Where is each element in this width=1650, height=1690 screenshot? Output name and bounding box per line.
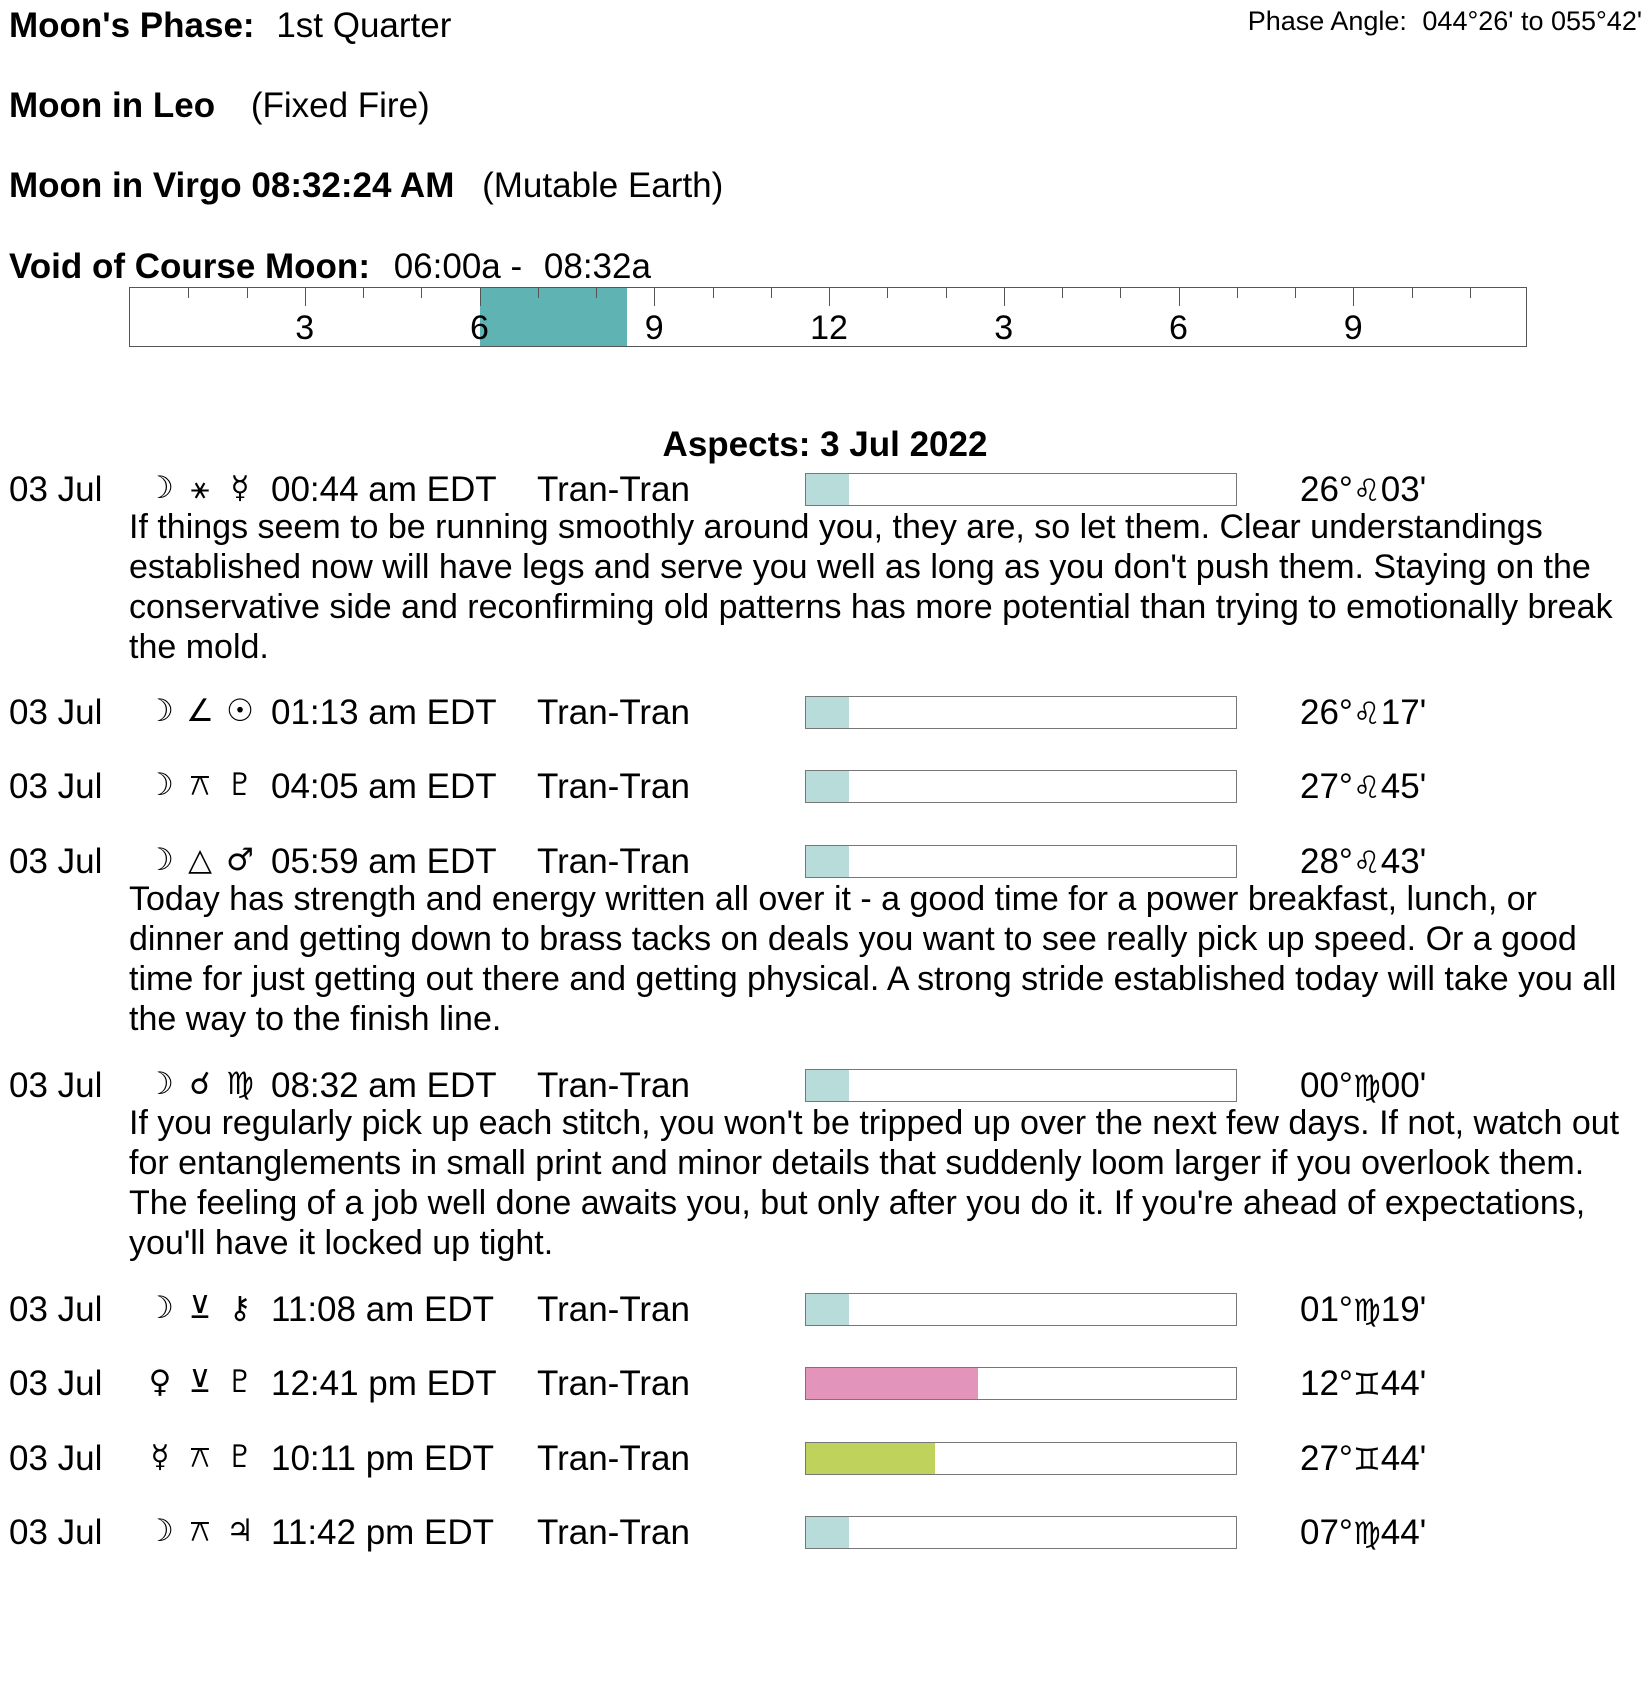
aspect-row xyxy=(0,1513,1650,1557)
planet-1-icon: ☽ xyxy=(146,1513,174,1549)
timeline-tick xyxy=(247,288,248,298)
moon-sign-quality: (Fixed Fire) xyxy=(250,86,430,125)
position-degree: 26° xyxy=(1300,470,1353,509)
timeline-tick xyxy=(1412,288,1413,298)
aspect-interpretation: If things seem to be running smoothly around you, they are, so let them. Clear understandings established now will have legs and serve you well as long as you don't push them. Staying on the conservative side and reconfirming old patterns has more potential than trying to emotionally break the mold. xyxy=(129,508,1613,666)
timeline-tick xyxy=(713,288,714,298)
aspect-time: 00:44 am EDT xyxy=(271,470,497,509)
aspect-time: 11:42 pm EDT xyxy=(271,1513,495,1552)
position-degree: 28° xyxy=(1300,842,1353,881)
aspect-strength-bar xyxy=(805,1516,1237,1549)
planet-2-icon: ☉ xyxy=(226,693,254,729)
aspect-time: 08:32 am EDT xyxy=(271,1066,497,1105)
timeline-tick xyxy=(421,288,422,298)
moon-sign-label: Moon in Leo xyxy=(9,86,216,125)
position-degree: 26° xyxy=(1300,693,1353,732)
aspect-time: 01:13 am EDT xyxy=(271,693,497,732)
planet-2-icon: ♃ xyxy=(226,1513,254,1549)
position-minute: 44' xyxy=(1380,1439,1427,1478)
planet-1-icon: ☽ xyxy=(146,470,174,506)
timeline-hour-label: 9 xyxy=(644,309,664,347)
aspect-type: Tran-Tran xyxy=(537,1439,690,1478)
timeline-tick xyxy=(887,288,888,298)
aspect-type: Tran-Tran xyxy=(537,842,690,881)
planet-2-icon: ♍ xyxy=(226,1066,254,1102)
aspect-position xyxy=(1300,1290,1426,1330)
aspect-strength-fill xyxy=(806,474,849,505)
aspect-time: 05:59 am EDT xyxy=(271,842,497,881)
aspect-date: 03 Jul xyxy=(9,1066,103,1105)
zodiac-sign-icon: ♍ xyxy=(1352,1293,1381,1329)
moon-sign-line xyxy=(9,86,430,126)
aspect-type: Tran-Tran xyxy=(537,470,690,509)
position-degree: 12° xyxy=(1300,1364,1353,1403)
aspect-date: 03 Jul xyxy=(9,842,103,881)
zodiac-sign-icon: ♊ xyxy=(1352,1442,1381,1478)
aspect-type: Tran-Tran xyxy=(537,1513,690,1552)
phase-angle-label: Phase Angle: xyxy=(1247,6,1407,36)
aspect-glyphs xyxy=(140,693,260,729)
aspect-position xyxy=(1300,1066,1426,1106)
timeline-tick xyxy=(946,288,947,298)
timeline-tick xyxy=(1470,288,1471,298)
aspect-type: Tran-Tran xyxy=(537,1364,690,1403)
timeline-tick xyxy=(188,288,189,298)
aspect-type: Tran-Tran xyxy=(537,767,690,806)
aspect-row xyxy=(0,1439,1650,1483)
position-minute: 44' xyxy=(1380,1513,1427,1552)
aspect-date: 03 Jul xyxy=(9,693,103,732)
aspect-strength-fill xyxy=(806,1368,978,1399)
aspect-time: 04:05 am EDT xyxy=(271,767,497,806)
aspect-row xyxy=(0,1364,1650,1408)
aspects-title: Aspects: 3 Jul 2022 xyxy=(662,425,988,464)
planet-2-icon: ☿ xyxy=(230,470,250,506)
planet-1-icon: ☽ xyxy=(146,842,174,878)
aspect-date: 03 Jul xyxy=(9,1290,103,1329)
aspect-glyphs xyxy=(140,842,260,878)
aspect-glyphs xyxy=(140,1290,260,1326)
planet-1-icon: ☽ xyxy=(146,693,174,729)
position-degree: 01° xyxy=(1300,1290,1353,1329)
aspect-strength-bar xyxy=(805,1293,1237,1326)
timeline-tick xyxy=(305,288,306,306)
position-degree: 00° xyxy=(1300,1066,1353,1105)
aspect-type: Tran-Tran xyxy=(537,1066,690,1105)
position-degree: 27° xyxy=(1300,767,1353,806)
aspect-strength-fill xyxy=(806,1294,849,1325)
aspect-position xyxy=(1300,1364,1426,1404)
zodiac-sign-icon: ♌ xyxy=(1352,770,1381,806)
zodiac-sign-icon: ♌ xyxy=(1352,696,1381,732)
aspect-position xyxy=(1300,693,1426,733)
aspect-glyphs xyxy=(140,1066,260,1102)
position-minute: 44' xyxy=(1380,1364,1427,1403)
aspect-icon: △ xyxy=(188,842,212,878)
timeline-tick xyxy=(480,288,481,306)
aspect-time: 12:41 pm EDT xyxy=(271,1364,497,1403)
aspect-date: 03 Jul xyxy=(9,767,103,806)
aspect-icon: ⊻ xyxy=(188,1364,212,1400)
voc-label: Void of Course Moon: xyxy=(9,247,370,286)
timeline-hour-label: 12 xyxy=(810,309,848,347)
aspect-icon: ⊻ xyxy=(188,1290,212,1326)
moon-ingress-quality: (Mutable Earth) xyxy=(482,166,724,205)
aspect-glyphs xyxy=(140,1513,260,1550)
timeline-tick xyxy=(363,288,364,298)
voc-timeline xyxy=(129,287,1527,347)
aspect-strength-bar xyxy=(805,473,1237,506)
zodiac-sign-icon: ♍ xyxy=(1352,1516,1381,1552)
aspect-strength-fill xyxy=(806,846,849,877)
aspect-position xyxy=(1300,842,1426,882)
voc-line xyxy=(9,247,651,287)
timeline-tick xyxy=(1062,288,1063,298)
planet-2-icon: ♂ xyxy=(226,842,254,878)
aspect-strength-fill xyxy=(806,697,849,728)
aspect-strength-fill xyxy=(806,771,849,802)
phase-angle-value: 044°26' to 055°42' xyxy=(1422,6,1642,36)
moon-phase-value: 1st Quarter xyxy=(276,6,452,45)
position-degree: 27° xyxy=(1300,1439,1353,1478)
aspect-row xyxy=(0,1290,1650,1334)
voc-end: 08:32a xyxy=(543,247,651,286)
position-minute: 19' xyxy=(1380,1290,1427,1329)
position-minute: 17' xyxy=(1380,693,1427,732)
timeline-hour-label: 3 xyxy=(994,309,1014,347)
timeline-tick xyxy=(1353,288,1354,306)
aspect-icon: ∠ xyxy=(186,693,214,729)
planet-1-icon: ☽ xyxy=(146,767,174,803)
aspect-strength-bar xyxy=(805,696,1237,729)
voc-period-bar xyxy=(480,288,628,346)
moon-phase-line xyxy=(9,6,451,46)
aspect-strength-bar xyxy=(805,1442,1237,1475)
timeline-tick xyxy=(538,288,539,298)
aspect-strength-fill xyxy=(806,1443,935,1474)
aspect-strength-fill xyxy=(806,1517,849,1548)
aspect-glyphs xyxy=(140,1439,260,1476)
aspect-icon: ⚻ xyxy=(189,1513,211,1549)
timeline-tick xyxy=(1237,288,1238,298)
planet-1-icon: ☽ xyxy=(146,1066,174,1102)
aspect-icon: ⚹ xyxy=(190,470,210,506)
aspect-position xyxy=(1300,1513,1426,1553)
moon-phase-label: Moon's Phase: xyxy=(9,6,255,45)
aspect-row xyxy=(0,767,1650,811)
planet-2-icon: ♇ xyxy=(226,1364,254,1400)
aspect-type: Tran-Tran xyxy=(537,1290,690,1329)
aspect-time: 11:08 am EDT xyxy=(271,1290,495,1329)
position-minute: 45' xyxy=(1380,767,1427,806)
position-minute: 03' xyxy=(1380,470,1427,509)
planet-1-icon: ☽ xyxy=(146,1290,174,1326)
aspect-icon: ⚻ xyxy=(189,1439,211,1475)
aspect-interpretation: If you regularly pick up each stitch, you won't be tripped up over the next few days. If not, watch out for entanglements in small print and minor details that suddenly loom larger if you overlook them. The feeling of a job well done awaits you, but only after you do it. If you're ahead of expectations, you'll have it locked up tight. xyxy=(129,1104,1620,1262)
aspect-position xyxy=(1300,1439,1426,1479)
zodiac-sign-icon: ♌ xyxy=(1352,473,1381,509)
timeline-tick xyxy=(1120,288,1121,298)
aspect-strength-bar xyxy=(805,1367,1237,1400)
planet-2-icon: ⚷ xyxy=(228,1290,252,1326)
voc-start: 06:00a xyxy=(393,247,501,286)
aspect-date: 03 Jul xyxy=(9,470,103,509)
aspect-time: 10:11 pm EDT xyxy=(271,1439,495,1478)
aspect-glyphs xyxy=(140,470,260,507)
zodiac-sign-icon: ♍ xyxy=(1352,1069,1381,1105)
aspect-date: 03 Jul xyxy=(9,1439,103,1478)
zodiac-sign-icon: ♊ xyxy=(1352,1367,1381,1403)
aspect-strength-fill xyxy=(806,1070,849,1101)
aspect-glyphs xyxy=(140,767,260,804)
timeline-hour-label: 9 xyxy=(1343,309,1363,347)
timeline-hour-label: 3 xyxy=(295,309,315,347)
position-minute: 43' xyxy=(1380,842,1427,881)
phase-angle xyxy=(1248,6,1642,37)
position-degree: 07° xyxy=(1300,1513,1353,1552)
timeline-hour-label: 6 xyxy=(470,309,489,347)
aspect-position xyxy=(1300,767,1426,807)
planet-1-icon: ☿ xyxy=(150,1439,170,1475)
aspect-type: Tran-Tran xyxy=(537,693,690,732)
planet-1-icon: ♀ xyxy=(148,1364,172,1400)
aspect-icon: ⚻ xyxy=(189,767,211,803)
aspect-interpretation: Today has strength and energy written all over it - a good time for a power breakfast, lunch, or dinner and getting down to brass tacks on deals you want to see really pick up speed. Or a good time for just getting out there and getting physical. A strong stride established today will take you all the way to the finish line. xyxy=(129,880,1617,1038)
timeline-tick xyxy=(1004,288,1005,306)
voc-sep: - xyxy=(500,247,532,286)
timeline-tick xyxy=(1295,288,1296,298)
aspect-row xyxy=(0,693,1650,737)
planet-2-icon: ♇ xyxy=(226,1439,254,1475)
aspect-strength-bar xyxy=(805,1069,1237,1102)
timeline-tick xyxy=(654,288,655,306)
aspect-strength-bar xyxy=(805,770,1237,803)
zodiac-sign-icon: ♌ xyxy=(1352,845,1381,881)
timeline-tick xyxy=(596,288,597,298)
aspect-icon: ☌ xyxy=(189,1066,211,1102)
aspect-strength-bar xyxy=(805,845,1237,878)
timeline-hour-label: 6 xyxy=(1169,309,1188,347)
aspect-position xyxy=(1300,470,1426,510)
timeline-tick xyxy=(829,288,830,306)
moon-ingress-label: Moon in Virgo 08:32:24 AM xyxy=(9,166,455,205)
aspect-glyphs xyxy=(140,1364,260,1400)
aspect-date: 03 Jul xyxy=(9,1364,103,1403)
moon-ingress-line xyxy=(9,166,723,206)
timeline-tick xyxy=(1179,288,1180,306)
timeline-tick xyxy=(771,288,772,298)
planet-2-icon: ♇ xyxy=(226,767,254,803)
position-minute: 00' xyxy=(1380,1066,1427,1105)
aspect-date: 03 Jul xyxy=(9,1513,103,1552)
